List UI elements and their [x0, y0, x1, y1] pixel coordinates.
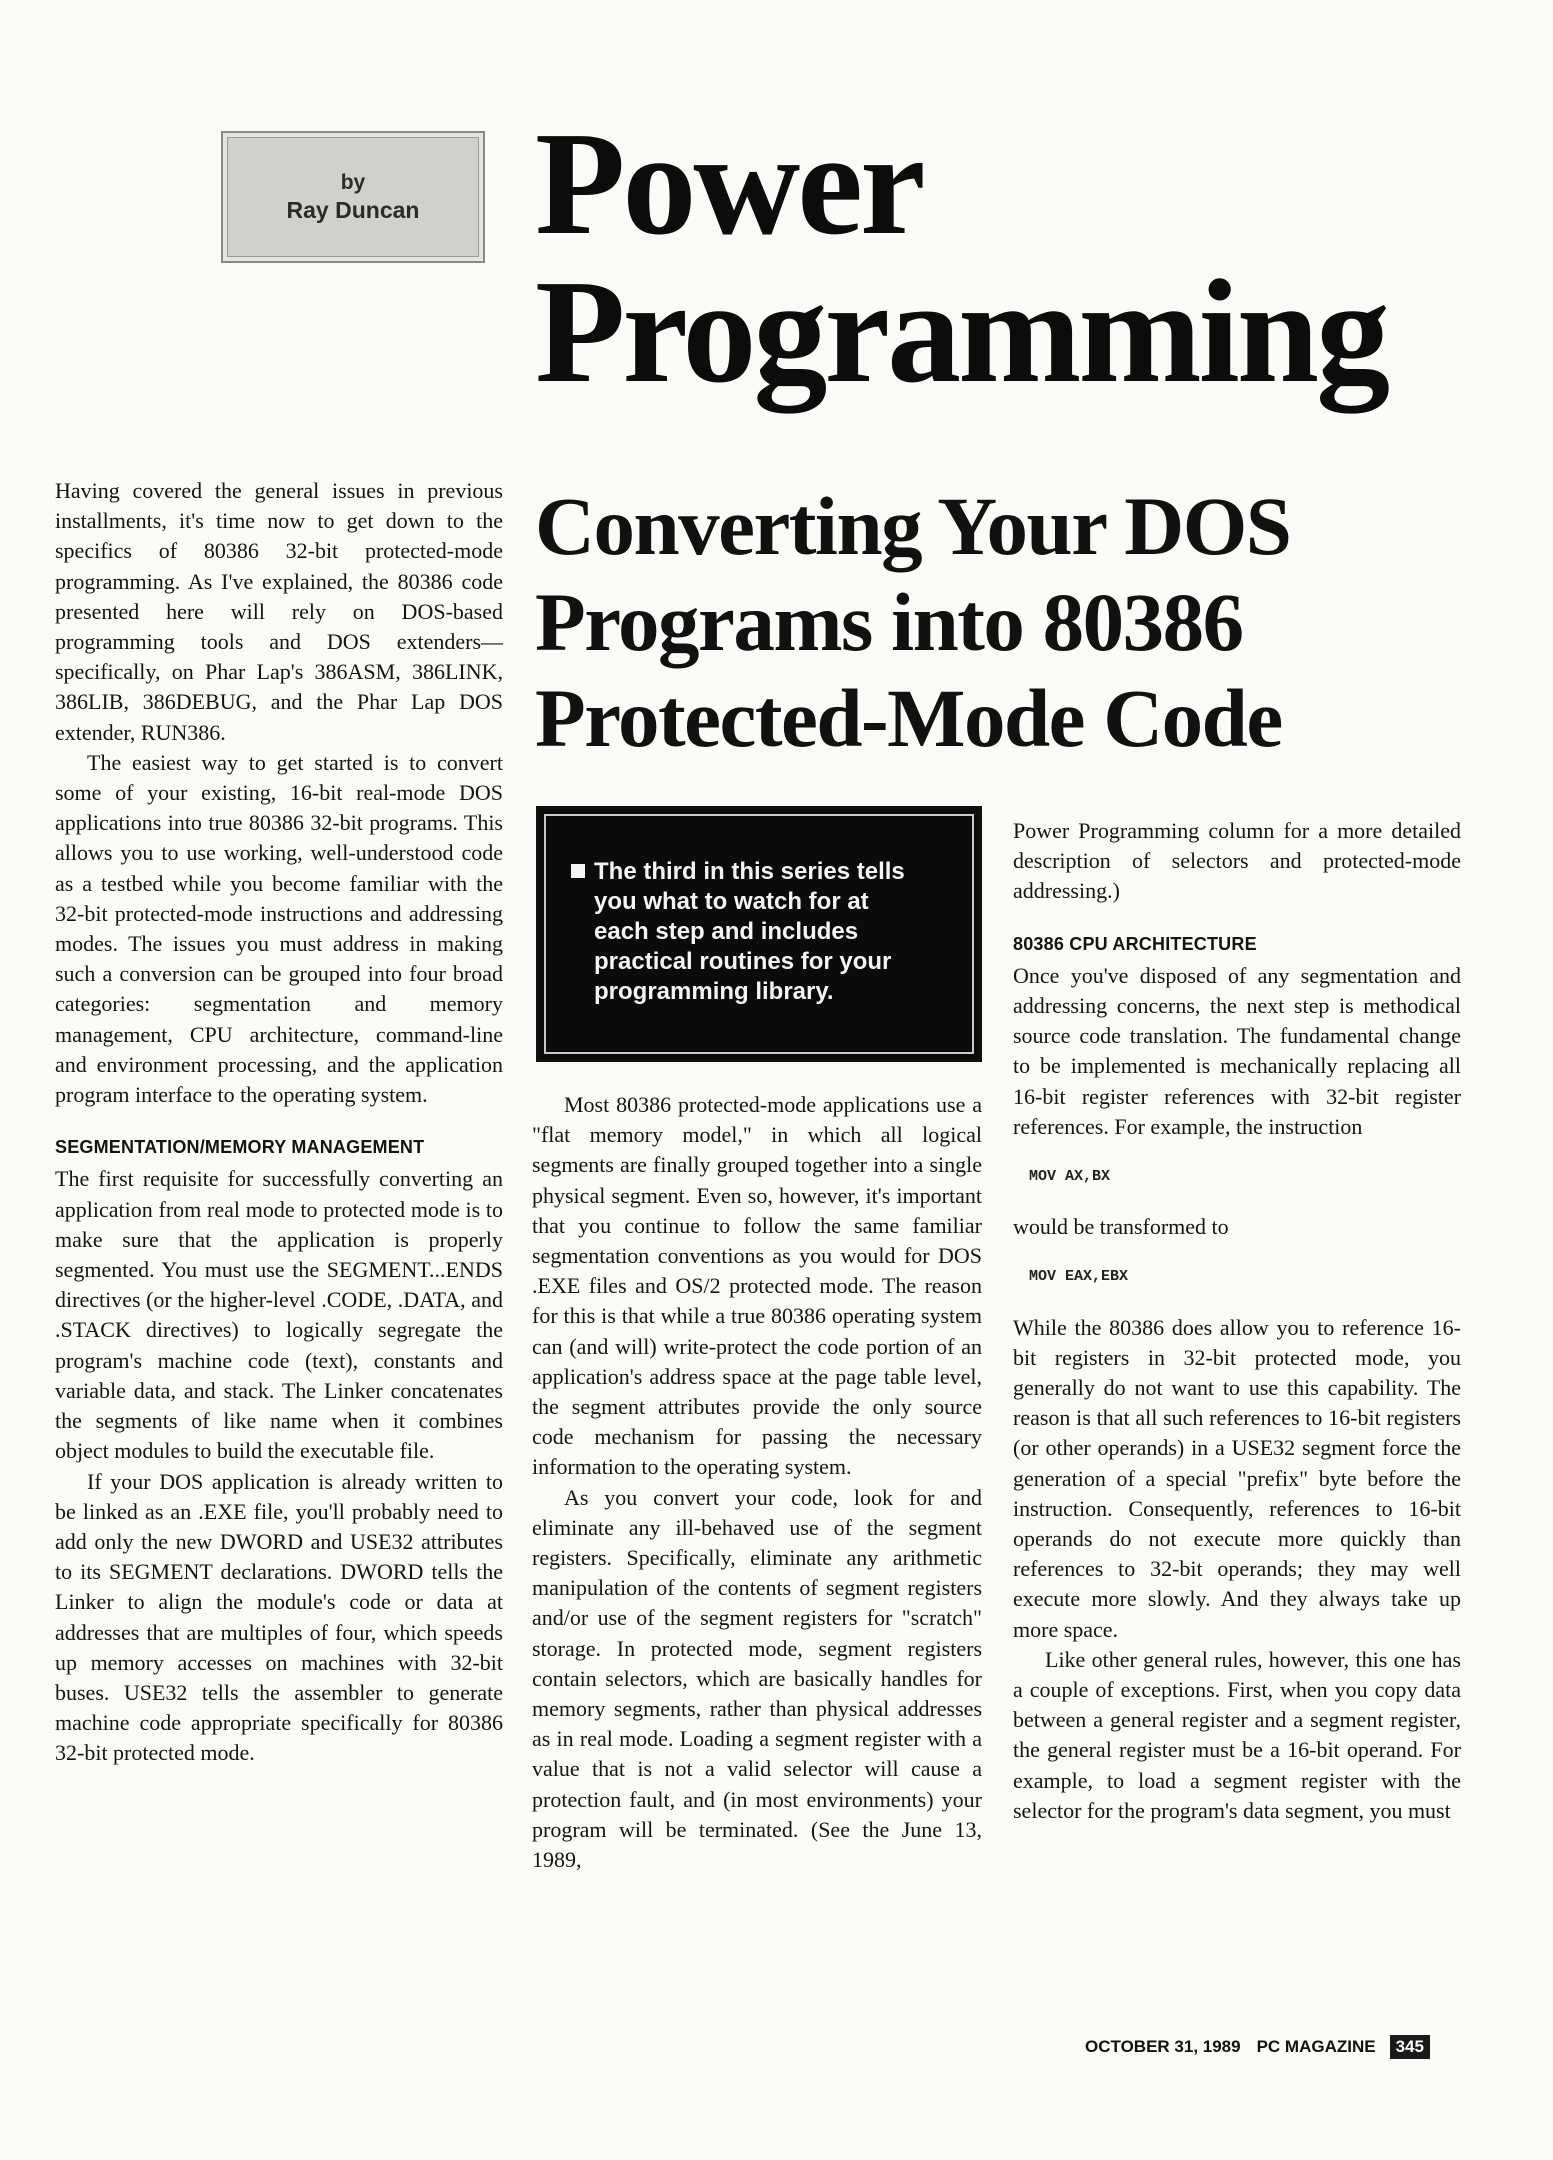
callout-box — [536, 806, 982, 1062]
paragraph: Having covered the general issues in previous installments, it's time now to get down to the specifics of 80386 32-bit protected-mode programming. As I've explained, the 80386 code presented here will rely on DOS-based programming tools and DOS extenders—specifically, on Phar Lap's 386ASM, 386LINK, 386LIB, 386DEBUG, and the Phar Lap DOS extender, RUN386. — [55, 478, 503, 745]
paragraph: Power Programming column for a more detailed description of selectors and protected-mode addressing.) — [1013, 818, 1461, 904]
code-sample: MOV AX,BX — [1029, 1168, 1111, 1186]
subtitle-line-2: Programs into 80386 — [535, 576, 1243, 668]
column-1 — [55, 476, 503, 1769]
paragraph: While the 80386 does allow you to reference 16-bit registers in 32-bit protected mode, you generally do not want to use this capability. The reason is that all such references to 16-bit registers (or other operands) in a USE32 segment force the generation of a special "prefix" byte before the instruction. Consequently, references to 16-bit operands do not execute more quickly than references to 32-bit operands; they may well execute more slowly. And they always take up more space. — [1013, 1314, 1461, 1642]
square-bullet-icon — [571, 864, 585, 878]
subtitle-line-3: Protected-Mode Code — [535, 672, 1282, 764]
section-heading: SEGMENTATION/MEMORY MANAGEMENT — [55, 1137, 425, 1158]
code-sample: MOV EAX,EBX — [1029, 1268, 1129, 1286]
article-subtitle — [535, 478, 1475, 766]
title-line-1: Power — [535, 102, 923, 266]
paragraph: Once you've disposed of any segmentation and addressing concerns, the next step is methodical source code translation. The fundamental change to be implemented is mechanically replacing all 16-bit register references with 32-bit register references. For example, the instruction — [1013, 962, 1461, 1139]
paragraph: As you convert your code, look for and eliminate any ill-behaved use of the segment registers. Specifically, eliminate any arithmetic manipulation of the contents of segment registers and/or use of the segment registers for "scratch" storage. In protected mode, segment registers contain selectors, which are basically handles for memory segments, rather than physical addresses as in real mode. Loading a segment register with a value that is not a valid selector will cause a protection fault, and (in most environments) your program will be terminated. (See the June 13, 1989, — [532, 1484, 982, 1873]
paragraph: Most 80386 protected-mode applications use a "flat memory model," in which all logical segments are finally grouped together into a single physical segment. Even so, however, it's important that you continue to follow the same familiar segmentation conventions as you would for DOS .EXE files and OS/2 protected mode. The reason for this is that while a true 80386 operating system can (and will) write-protect the code portion of an application's address space at the page table level, the segment attributes provide the only source code mechanism for passing the necessary information to the operating system. — [532, 1092, 982, 1480]
page-number: 345 — [1390, 2035, 1430, 2059]
byline-box — [221, 131, 485, 263]
magazine-name: PC MAGAZINE — [1256, 2037, 1376, 2056]
byline-by: by — [340, 170, 366, 194]
callout-text: The third in this series tells you what to watch for at each step and includes practical routines for your programming library. — [594, 858, 905, 1005]
author-name: Ray Duncan — [286, 196, 420, 223]
issue-date: OCTOBER 31, 1989 — [1085, 2037, 1241, 2056]
page-footer — [1085, 2035, 1430, 2059]
paragraph: The easiest way to get started is to convert some of your existing, 16-bit real-mode DOS applications into true 80386 32-bit programs. This allows you to use working, well-understood code as a testbed while you become familiar with the 32-bit protected-mode instructions and addressing modes. The issues you must address in making such a conversion can be grouped into four broad categories: segmentation and memory management, CPU architecture, command-line and environment processing, and the application program interface to the operating system. — [55, 749, 503, 1108]
paragraph: Like other general rules, however, this one has a couple of exceptions. First, when you copy data between a general register and a segment register, the general register must be a 16-bit operand. For example, to load a segment register with the selector for the program's data segment, you must — [1013, 1646, 1461, 1823]
paragraph: The first requisite for successfully converting an application from real mode to protected mode is to make sure that the application is properly segmented. You must use the SEGMENT...ENDS directives (or the higher-level .CODE, .DATA, and .STACK directives) to logically segregate the program's machine code (text), constants and variable data, and stack. The Linker concatenates the segments of like name when it combines object modules to build the executable file. — [55, 1166, 503, 1464]
paragraph: would be transformed to — [1013, 1214, 1229, 1240]
subtitle-line-1: Converting Your DOS — [535, 480, 1291, 572]
section-heading: 80386 CPU ARCHITECTURE — [1013, 933, 1257, 954]
article-title — [535, 102, 1388, 414]
column-2 — [532, 1090, 982, 1875]
column-3 — [1013, 816, 1461, 1826]
title-line-2: Programming — [535, 250, 1388, 414]
paragraph: If your DOS application is already written to be linked as an .EXE file, you'll probably need to add only the new DWORD and USE32 attributes to its SEGMENT declarations. DWORD tells the Linker to align the module's code or data at addresses that are multiples of four, which speeds up memory accesses on machines with 32-bit buses. USE32 tells the assembler to generate machine code appropriate specifically for 80386 32-bit protected mode. — [55, 1468, 503, 1766]
